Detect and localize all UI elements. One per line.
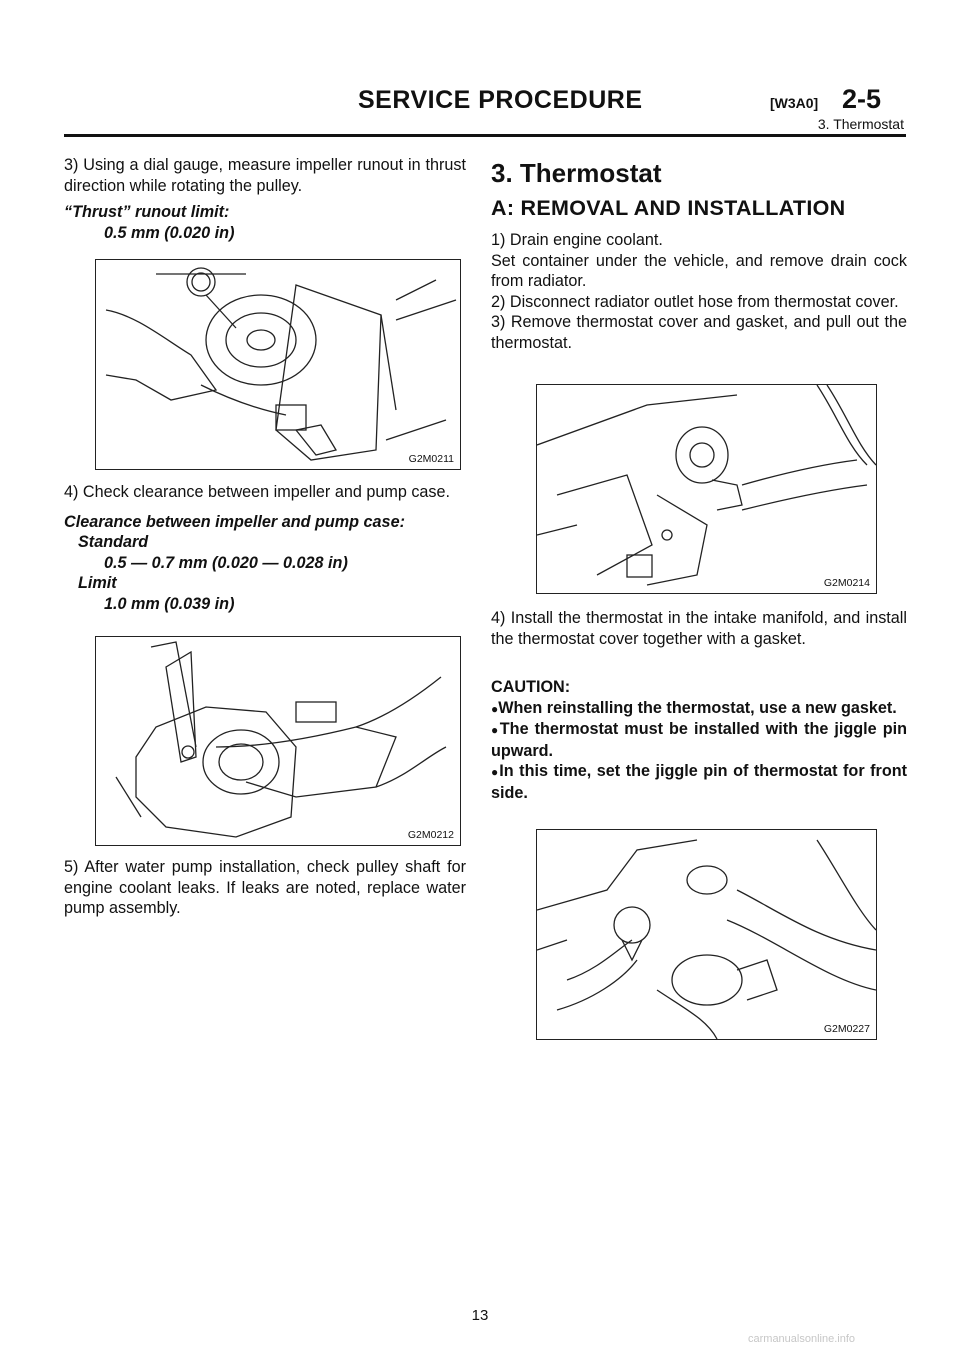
caution-item: ●The thermostat must be installed with the jiggle pin upward. [491, 720, 907, 760]
step-4-text: 4) Check clearance between impeller and pump case. [64, 483, 451, 501]
figure-id: G2M0227 [823, 1023, 870, 1035]
caution-item: ●When reinstalling the thermostat, use a new gasket. [491, 698, 897, 717]
header-rule [64, 134, 906, 137]
left-column [64, 155, 466, 243]
caution-block [491, 677, 907, 803]
header-subsection: 3. Thermostat [817, 116, 904, 132]
standard-value: 0.5 — 0.7 mm (0.020 — 0.028 in) [104, 553, 348, 572]
dial-gauge-illustration [96, 260, 460, 469]
figure-thermostat-cover [536, 384, 877, 594]
install-step [491, 608, 907, 649]
subsection-heading: A: REMOVAL AND INSTALLATION [491, 196, 846, 220]
thermostat-cover-illustration [537, 385, 876, 593]
header-code: [W3A0] [770, 95, 819, 111]
figure-id: G2M0214 [823, 577, 870, 589]
step-4-text: 4) Install the thermostat in the intake manifold, and install the thermostat cover together with a gasket. [491, 609, 907, 648]
watermark: carmanualsonline.info [748, 1333, 856, 1345]
page-number: 13 [471, 1307, 489, 1324]
step-1-text: 1) Drain engine coolant. [491, 231, 663, 249]
step-5-text: 5) After water pump installation, check pulley shaft for engine coolant leaks. If leaks are noted, replace water pump assembly. [64, 858, 466, 917]
thermostat-install-illustration [537, 830, 876, 1039]
step-2-text: 2) Disconnect radiator outlet hose from thermostat cover. [491, 292, 899, 311]
header-section-number: 2-5 [842, 84, 882, 114]
figure-dial-gauge [95, 259, 461, 470]
figure-id: G2M0211 [408, 453, 454, 465]
header-title: SERVICE PROCEDURE [358, 86, 643, 114]
figure-thermostat-install [536, 829, 877, 1040]
caution-item: ●In this time, set the jiggle pin of thermostat for front side. [491, 762, 907, 802]
step-3-text: 3) Remove thermostat cover and gasket, and pull out the thermostat. [491, 313, 907, 352]
clearance-label: Clearance between impeller and pump case: [64, 512, 405, 531]
step-3-text: 3) Using a dial gauge, measure impeller runout in thrust direction while rotating the pulley. [64, 156, 466, 195]
bullet-icon: ● [491, 701, 499, 716]
limit-value: 1.0 mm (0.039 in) [104, 594, 235, 613]
figure-feeler-gauge [95, 636, 461, 846]
figure-id: G2M0212 [407, 829, 454, 841]
thrust-runout-label: “Thrust” runout limit: [64, 203, 230, 221]
section-heading: 3. Thermostat [491, 158, 662, 188]
standard-label: Standard [78, 533, 149, 551]
caution-label: CAUTION: [491, 678, 571, 696]
feeler-gauge-illustration [96, 637, 460, 845]
left-column-mid [64, 482, 466, 614]
bullet-icon: ● [491, 765, 500, 779]
thrust-runout-value: 0.5 mm (0.020 in) [104, 223, 235, 242]
left-column-bottom [64, 857, 466, 919]
bullet-icon: ● [491, 723, 500, 737]
step-1-detail: Set container under the vehicle, and remove drain cock from radiator. [491, 251, 907, 290]
removal-steps [491, 230, 907, 353]
limit-label: Limit [78, 574, 117, 592]
